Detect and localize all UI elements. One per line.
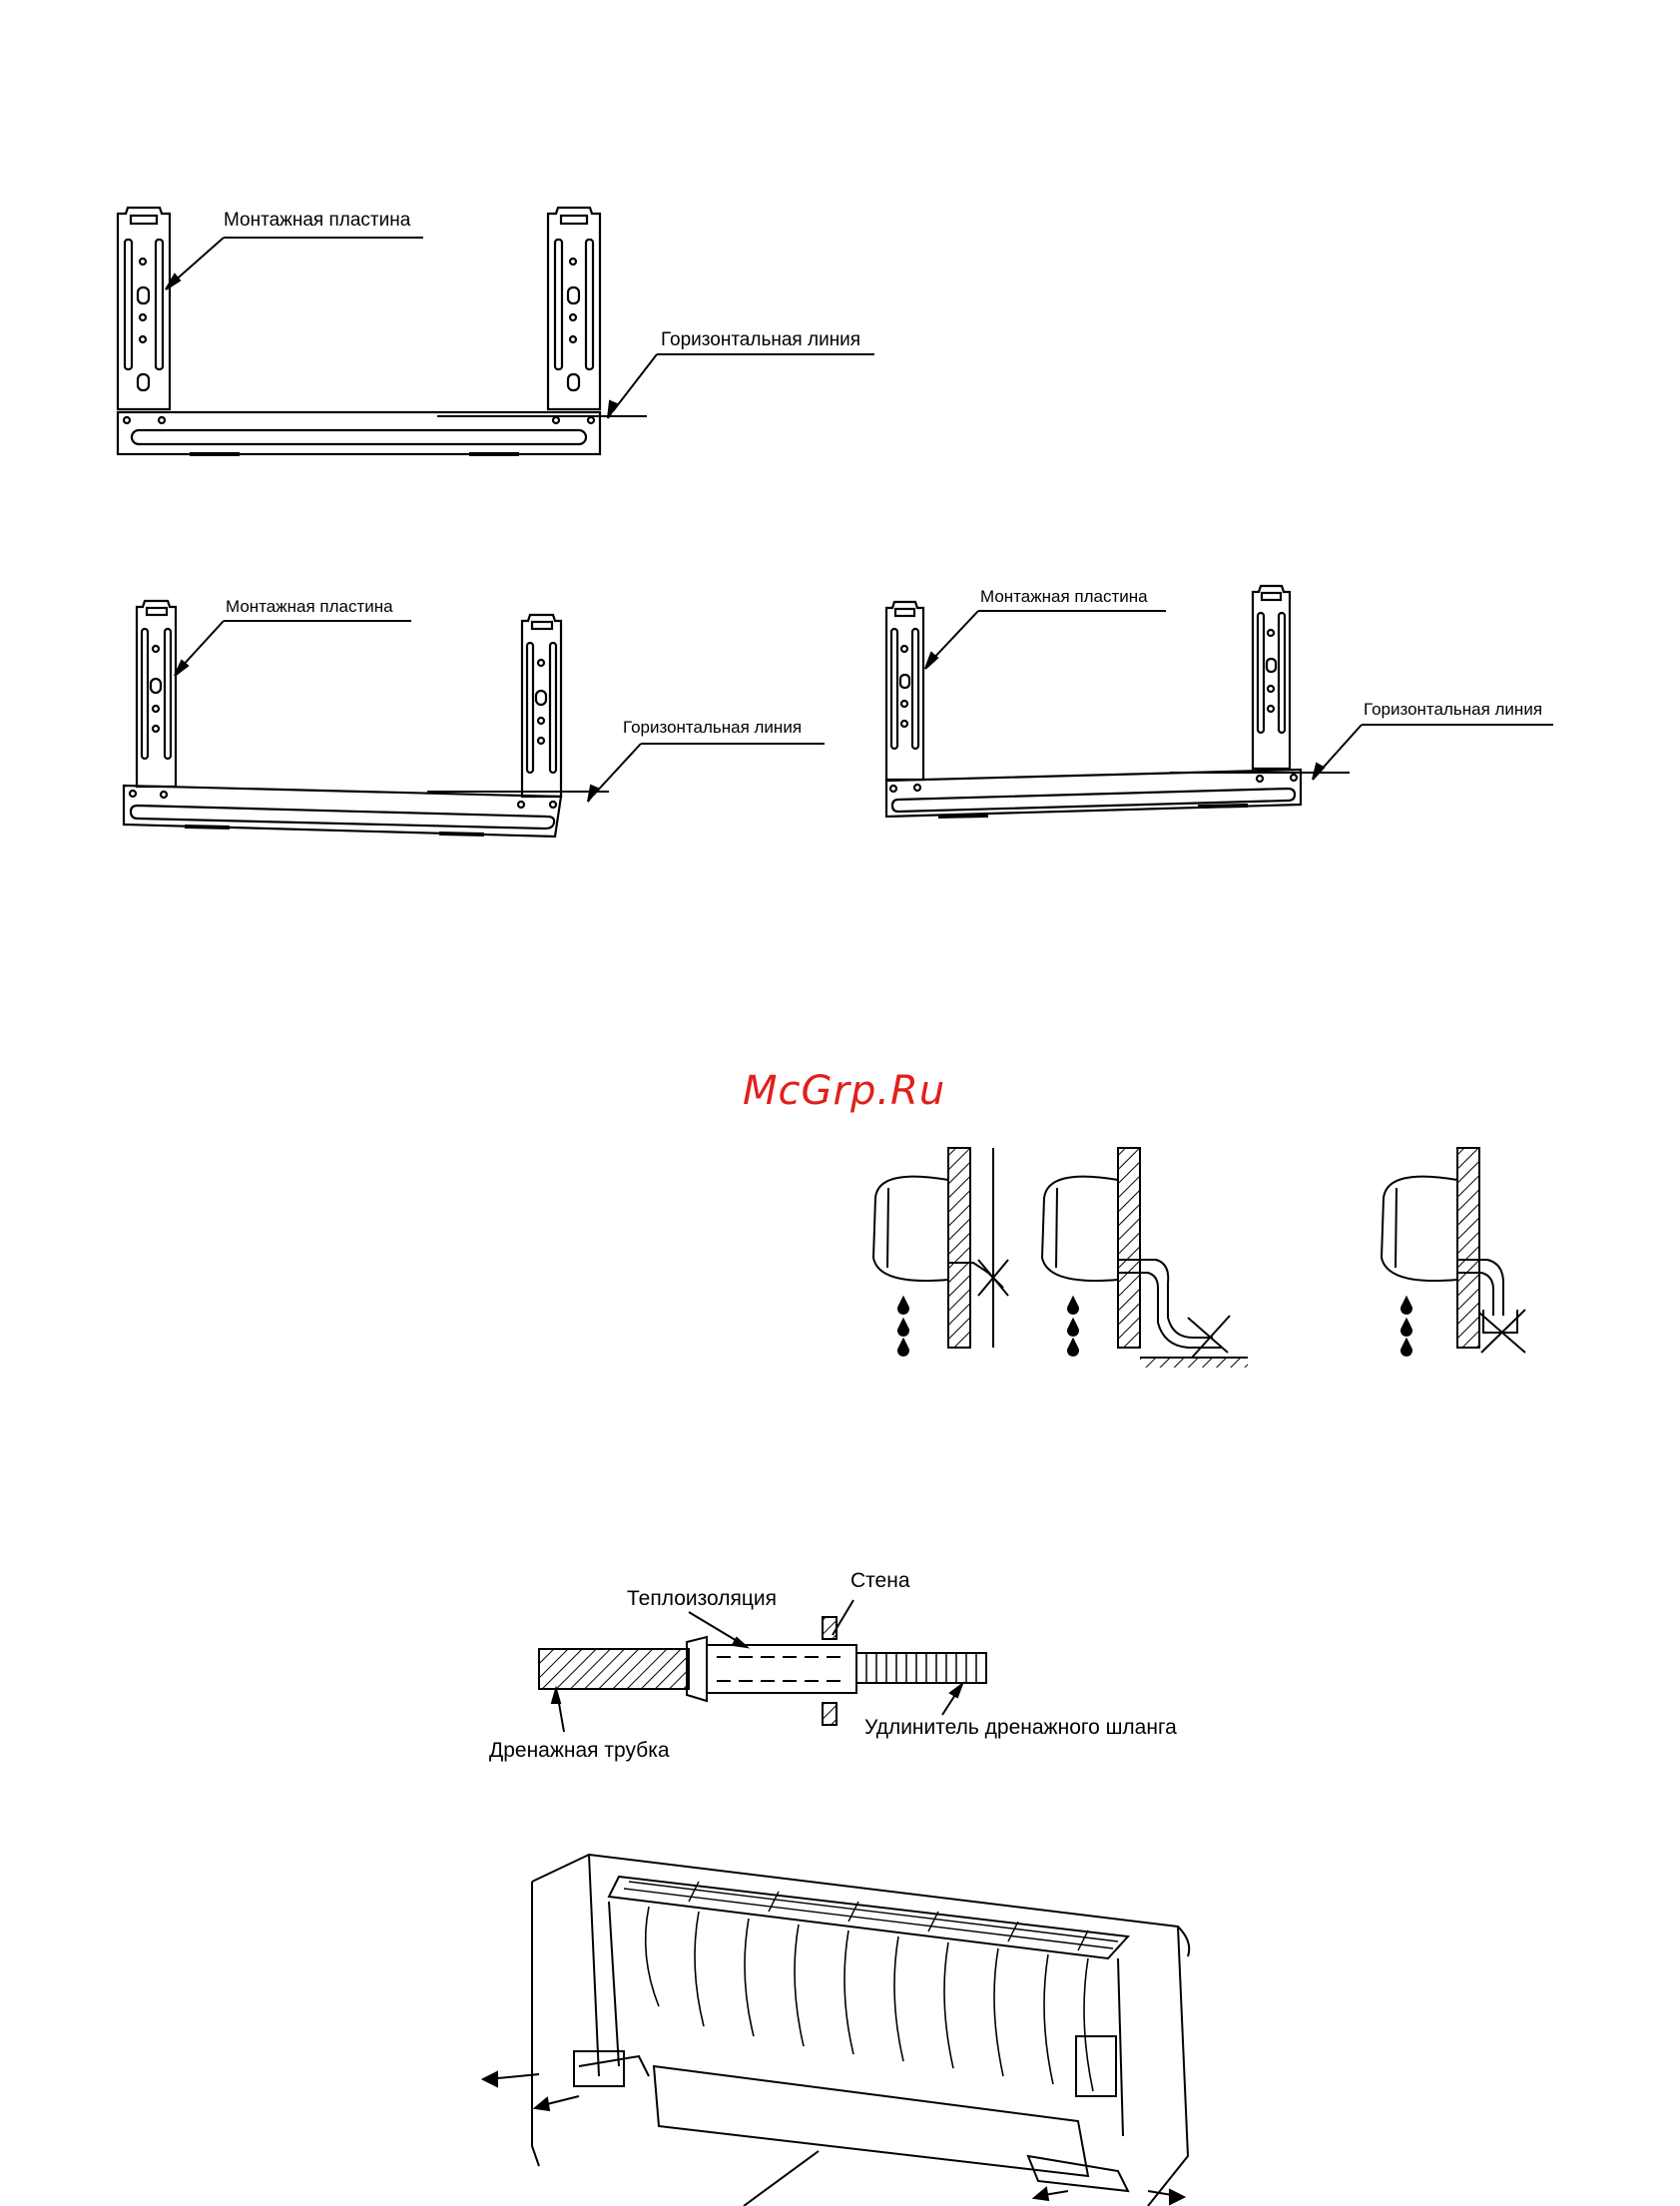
diagram1-leaders [166, 238, 874, 418]
drain-example-container [1382, 1148, 1525, 1356]
drain-extension-diagram [539, 1600, 986, 1732]
label-drain-extension: Удлинитель дренажного шланга [864, 1716, 1177, 1739]
diagram1-plate-label: Монтажная пластина [224, 210, 411, 231]
mounting-plate-diagram-tilt-right [886, 586, 1301, 817]
mounting-plate-diagram-tilt-left [124, 601, 561, 836]
diagram1-line-label: Горизонтальная линия [661, 329, 861, 350]
watermark-logo: McGrp.Ru [743, 1068, 946, 1114]
label-insulation: Теплоизоляция [627, 1587, 777, 1610]
label-wall: Стена [850, 1569, 910, 1592]
diagram3-line-label: Горизонтальная линия [1364, 700, 1543, 719]
diagram2-line-label: Горизонтальная линия [623, 718, 803, 737]
drain-example-wall [873, 1148, 1008, 1356]
diagram3-leaders [925, 611, 1553, 780]
diagram2-leaders [175, 621, 825, 802]
label-drain-pipe: Дренажная трубка [489, 1739, 670, 1762]
diagram2-plate-label: Монтажная пластина [226, 597, 393, 616]
drain-example-ground [1042, 1148, 1248, 1368]
diagram3-plate-label: Монтажная пластина [980, 587, 1148, 606]
indoor-unit-illustration [483, 1855, 1189, 2206]
